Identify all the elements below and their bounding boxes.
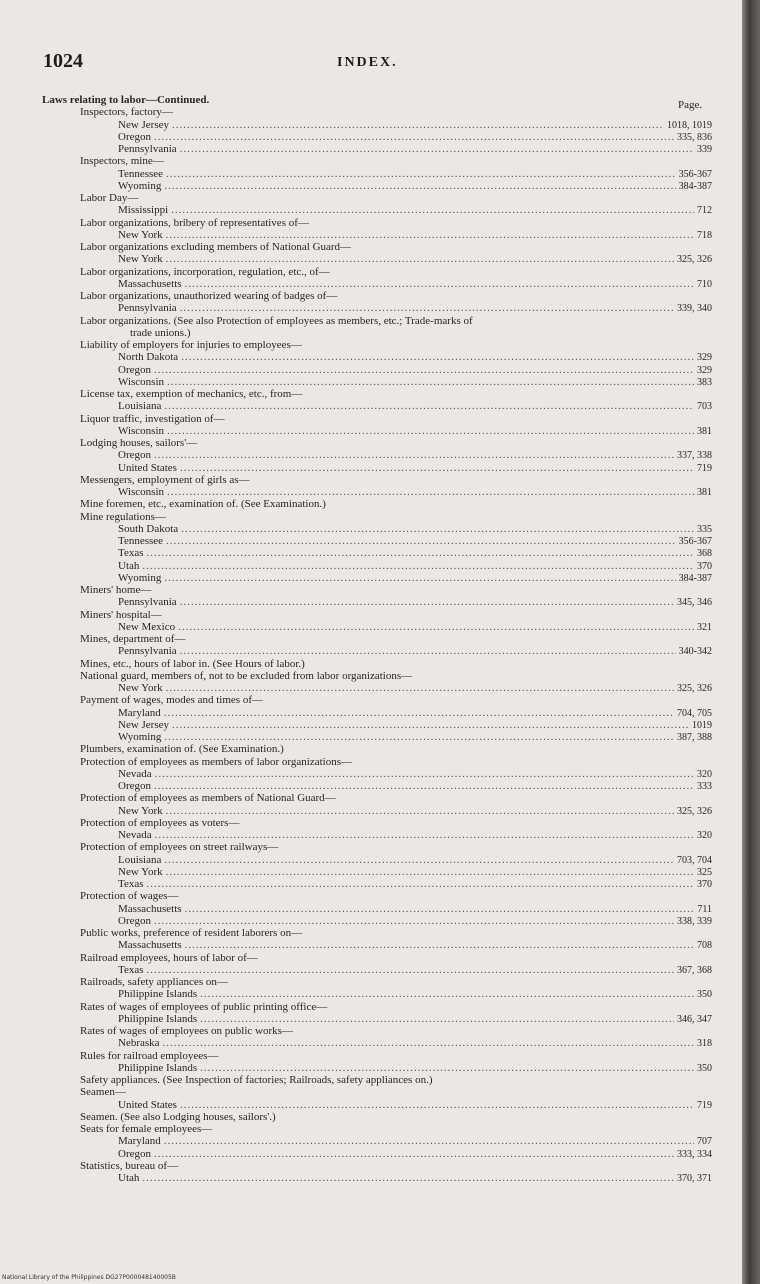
entry-text: Miners' home— [80, 584, 152, 596]
entry-text: Wyoming [118, 179, 162, 192]
entry-text: Maryland [118, 1135, 161, 1148]
leader-dots [166, 682, 674, 695]
entry-text: Oregon [118, 914, 151, 927]
index-heading [80, 584, 712, 597]
entry-text: Protection of employees on street railways— [80, 841, 279, 854]
page-reference: 339 [697, 144, 712, 155]
entry-text: Railroads, safety appliances on— [80, 976, 228, 988]
index-heading [80, 927, 712, 940]
entry-text: Texas [118, 547, 144, 560]
page-reference: 384-387 [678, 572, 712, 584]
leader-dots [154, 915, 674, 928]
page-reference: 350 [697, 989, 712, 1001]
entry-text: Protection of wages— [80, 890, 179, 903]
entry-text: Mississippi [118, 204, 169, 217]
index-subentry [118, 1172, 712, 1185]
index-heading [130, 327, 712, 340]
leader-dots [154, 449, 674, 462]
index-heading [80, 1001, 712, 1014]
entry-text: Philippine Islands [118, 988, 198, 1001]
leader-dots [142, 1172, 674, 1185]
index-subentry [118, 621, 712, 634]
index-heading [80, 841, 712, 854]
leader-dots [164, 854, 674, 867]
leader-dots [164, 707, 674, 720]
index-subentry [118, 302, 712, 315]
index-subentry [118, 180, 712, 193]
entry-text: Liquor traffic, investigation of— [80, 412, 225, 425]
entry-text: Rates of wages of employees of public printing office— [80, 1000, 328, 1013]
index-subentry [118, 915, 712, 928]
entry-text: Nebraska [118, 1037, 160, 1050]
index-subentry [118, 878, 712, 891]
entry-text: Wyoming [118, 571, 162, 584]
entry-text: Pennsylvania [118, 302, 177, 315]
index-heading [80, 1086, 712, 1099]
page-reference: 719 [697, 462, 712, 474]
entry-text: Laws relating to labor—Continued. [42, 94, 210, 106]
entry-text: Payment of wages, modes and times of— [80, 694, 263, 707]
scan-credit: National Library of the Philippines DG27P000048140005B [2, 1274, 176, 1281]
entry-text: Philippine Islands [118, 1061, 198, 1074]
entry-text: Protection of employees as members of National Guard— [80, 792, 336, 805]
leader-dots [180, 596, 674, 609]
index-subentry [118, 1099, 712, 1112]
page-reference: 333, 334 [677, 1148, 712, 1160]
entry-text: Oregon [118, 1147, 151, 1160]
index-subentry [118, 866, 712, 879]
page-reference: 325, 326 [677, 683, 712, 694]
index-heading [80, 792, 712, 805]
index-heading [80, 217, 712, 230]
index-subentry [118, 168, 712, 181]
index-subentry [118, 1148, 712, 1161]
entry-text: Lodging houses, sailors'— [80, 437, 198, 449]
index-subentry [118, 596, 712, 609]
entry-text: Utah [118, 559, 140, 572]
index-heading [80, 474, 712, 487]
leader-dots [166, 805, 674, 818]
entry-text: Protection of employees as voters— [80, 816, 240, 829]
index-subentry [118, 572, 712, 585]
entry-text: Oregon [118, 130, 151, 143]
page-reference: 356-367 [678, 168, 712, 180]
leader-dots [147, 878, 695, 891]
leader-dots [178, 621, 694, 634]
entry-text: Massachusetts [118, 277, 182, 290]
index-subentry [118, 131, 712, 144]
page-reference: 384-387 [678, 180, 712, 192]
index-heading [80, 498, 712, 511]
index-heading [80, 1160, 712, 1173]
index-heading [80, 609, 712, 622]
entry-text: Labor Day— [80, 192, 139, 204]
index-subentry [118, 1135, 712, 1148]
entry-text: Oregon [118, 780, 151, 792]
index-heading [80, 290, 712, 303]
page-reference: 1018, 1019 [667, 119, 712, 131]
page-column-label: Page. [678, 99, 703, 111]
index-subentry [118, 1037, 712, 1050]
page-reference: 329 [697, 364, 712, 376]
index-subentry [118, 278, 712, 291]
index-heading [80, 890, 712, 903]
index-heading [80, 756, 712, 769]
entry-text: Tennessee [118, 535, 164, 547]
leader-dots [171, 204, 694, 217]
entry-text: Public works, preference of resident laborers on— [80, 927, 303, 939]
leader-dots [167, 486, 694, 499]
entry-text: Tennessee [118, 167, 164, 180]
index-subentry [118, 462, 712, 475]
entry-text: New York [118, 682, 163, 694]
entry-text: Louisiana [118, 853, 162, 866]
index-heading [80, 388, 712, 401]
index-heading [80, 155, 712, 168]
entry-text: Nevada [118, 767, 152, 780]
index-heading [80, 315, 712, 328]
page-reference: 356-367 [678, 536, 712, 547]
index-heading [80, 266, 712, 279]
entry-text: Utah [118, 1172, 140, 1184]
index-heading [80, 694, 712, 707]
entry-text: Maryland [118, 706, 161, 719]
index-subentry [118, 560, 712, 573]
entry-text: United States [118, 1098, 177, 1111]
index-heading [80, 817, 712, 830]
entry-text: Railroad employees, hours of labor of— [80, 951, 258, 964]
page-reference: 712 [697, 205, 712, 217]
leader-dots [166, 168, 676, 181]
page-reference: 370 [697, 560, 712, 572]
entry-text: Labor organizations, incorporation, regulation, etc., of— [80, 265, 330, 278]
entry-text: Rules for railroad employees— [80, 1049, 219, 1062]
entry-text: Mines, etc., hours of labor in. (See Hours of labor.) [80, 657, 305, 670]
entry-text: Seamen— [80, 1086, 126, 1099]
page-reference: 703, 704 [677, 854, 712, 866]
index-heading [80, 633, 712, 646]
index-heading [80, 511, 712, 524]
leader-dots [142, 560, 694, 573]
page-reference: 708 [697, 940, 712, 952]
page-reference: 383 [697, 376, 712, 388]
entry-text: North Dakota [118, 351, 179, 364]
leader-dots [167, 376, 694, 389]
index-heading [80, 1111, 712, 1124]
entry-text: New York [118, 865, 163, 878]
index-subentry [118, 1062, 712, 1075]
page-reference: 368 [697, 548, 712, 560]
entry-text: trade unions.) [130, 326, 191, 339]
page-reference: 318 [697, 1038, 712, 1050]
index-subentry [118, 547, 712, 560]
leader-dots [180, 302, 674, 315]
page-reference: 335, 836 [677, 131, 712, 143]
index-subentry [118, 253, 712, 266]
page-reference: 337, 338 [677, 450, 712, 462]
page-reference: 381 [697, 487, 712, 498]
page-reference: 381 [697, 425, 712, 437]
index-subentry [118, 364, 712, 377]
entry-text: Seamen. (See also Lodging houses, sailors'.) [80, 1110, 276, 1123]
index-heading [80, 437, 712, 450]
entry-text: Plumbers, examination of. (See Examination.) [80, 743, 284, 756]
leader-dots [185, 903, 695, 916]
leader-dots [200, 988, 694, 1001]
index-subentry [118, 535, 712, 548]
index-subentry [118, 229, 712, 242]
entry-text: Wisconsin [118, 486, 164, 498]
entry-text: United States [118, 461, 177, 474]
index-subentry [118, 376, 712, 389]
entry-text: Pennsylvania [118, 596, 177, 609]
page-reference: 710 [697, 278, 712, 290]
leader-dots [200, 1013, 674, 1026]
leader-dots [154, 1148, 674, 1161]
page-reference: 719 [697, 1099, 712, 1111]
index-heading [80, 952, 712, 965]
index-subentry [118, 425, 712, 438]
leader-dots [180, 1099, 694, 1112]
page-reference: 339, 340 [677, 303, 712, 315]
page-reference: 333 [697, 781, 712, 792]
leader-dots [155, 768, 694, 781]
entry-text: Oregon [118, 449, 151, 462]
entry-text: Texas [118, 878, 144, 890]
index-subentry [118, 805, 712, 818]
entry-text: Labor organizations. (See also Protection of employees as members, etc.; Trade-marks of [80, 314, 473, 327]
entry-text: New Jersey [118, 118, 170, 131]
entry-text: Inspectors, factory— [80, 106, 173, 119]
index-subentry [118, 707, 712, 720]
index-heading [80, 192, 712, 205]
page-reference: 338, 339 [677, 915, 712, 927]
entry-text: Texas [118, 963, 144, 976]
index-heading [80, 670, 712, 683]
leader-dots [166, 229, 694, 242]
leader-dots [181, 351, 694, 364]
page-reference: 350 [697, 1062, 712, 1074]
leader-dots [166, 866, 694, 879]
index-heading [80, 658, 712, 671]
page-reference: 1019 [692, 719, 712, 731]
index-heading [80, 1025, 712, 1038]
index-subentry [118, 204, 712, 217]
entry-text: Pennsylvania [118, 645, 177, 658]
leader-dots [172, 719, 689, 732]
entry-text: Labor organizations, bribery of representatives of— [80, 216, 309, 229]
page-reference: 321 [697, 621, 712, 633]
leader-dots [185, 939, 694, 952]
index-heading [80, 1123, 712, 1136]
leader-dots [180, 462, 694, 475]
page-edge-shadow [742, 0, 760, 1284]
leader-dots [180, 645, 676, 658]
entry-text: Nevada [118, 829, 152, 841]
entry-text: South Dakota [118, 522, 179, 535]
page-reference: 370, 371 [677, 1173, 712, 1184]
page-reference: 320 [697, 768, 712, 780]
entry-text: Philippine Islands [118, 1012, 198, 1025]
page-reference: 370 [697, 879, 712, 890]
index-subentry [118, 731, 712, 744]
page-number: 1024 [43, 50, 83, 72]
entry-text: Massachusetts [118, 939, 182, 952]
index-subentry [118, 988, 712, 1001]
index-subentry [118, 964, 712, 977]
entry-text: Labor organizations, unauthorized wearing of badges of— [80, 290, 338, 302]
index-subentry [118, 768, 712, 781]
entry-text: Wyoming [118, 731, 162, 743]
page-reference: 707 [697, 1136, 712, 1148]
entry-text: License tax, exemption of mechanics, etc., from— [80, 388, 303, 400]
entry-text: Statistics, bureau of— [80, 1159, 179, 1172]
entry-text: Rates of wages of employees on public works— [80, 1025, 293, 1037]
index-subentry [118, 780, 712, 793]
entry-text: Pennsylvania [118, 143, 177, 155]
leader-dots [181, 523, 694, 536]
leader-dots [154, 364, 694, 377]
entry-text: Labor organizations excluding members of National Guard— [80, 241, 352, 253]
entry-text: New York [118, 804, 163, 817]
entry-text: Safety appliances. (See Inspection of factories; Railroads, safety appliances on.) [80, 1074, 433, 1086]
index-heading [80, 976, 712, 989]
entry-text: Oregon [118, 363, 151, 376]
index-heading [80, 241, 712, 254]
index-heading [80, 1074, 712, 1087]
entry-text: Mines, department of— [80, 633, 186, 645]
index-subentry [118, 682, 712, 695]
leader-dots [164, 1135, 694, 1148]
index-subentry [118, 939, 712, 952]
page-reference: 345, 346 [677, 597, 712, 609]
entry-text: Miners' hospital— [80, 608, 162, 621]
index-subentry [118, 854, 712, 867]
leader-dots [172, 119, 664, 132]
leader-dots [147, 964, 675, 977]
entry-text: New York [118, 228, 163, 241]
index-subentry [118, 829, 712, 842]
entry-text: New York [118, 253, 163, 266]
page-reference: 335 [697, 523, 712, 535]
index-heading [80, 413, 712, 426]
index-heading [80, 743, 712, 756]
entry-text: Mine regulations— [80, 510, 166, 523]
page-reference: 703 [697, 401, 712, 413]
leader-dots [180, 143, 694, 156]
page-reference: 387, 388 [677, 732, 712, 743]
page-reference: 325, 326 [677, 805, 712, 817]
index-heading [80, 106, 712, 119]
page-reference: 711 [697, 903, 712, 915]
page-reference: 325 [697, 866, 712, 878]
index-subentry [118, 400, 712, 413]
entry-text: Wisconsin [118, 424, 164, 437]
entry-text: New Jersey [118, 718, 170, 731]
page-reference: 704, 705 [677, 707, 712, 719]
leader-dots [166, 253, 674, 266]
entry-text: Massachusetts [118, 902, 182, 915]
entry-text: Liability of employers for injuries to employees— [80, 339, 302, 351]
entry-text: National guard, members of, not to be excluded from labor organizations— [80, 669, 413, 682]
entry-text: Messengers, employment of girls as— [80, 473, 250, 486]
entry-text: Seats for female employees— [80, 1123, 213, 1135]
leader-dots [167, 425, 694, 438]
leader-dots [164, 180, 675, 193]
leader-dots [164, 572, 675, 585]
page-reference: 320 [697, 830, 712, 841]
index-subentry [118, 719, 712, 732]
index-subentry [118, 119, 712, 132]
entry-text: Protection of employees as members of labor organizations— [80, 755, 352, 768]
leader-dots [164, 731, 674, 744]
leader-dots [185, 278, 694, 291]
index-subentry [118, 903, 712, 916]
index-subentry [118, 523, 712, 536]
index-heading [80, 1050, 712, 1063]
index-subentry [118, 143, 712, 156]
index-heading [80, 339, 712, 352]
leader-dots [166, 535, 676, 548]
index-heading [42, 94, 712, 107]
entry-text: New Mexico [118, 620, 176, 633]
leader-dots [147, 547, 695, 560]
leader-dots [200, 1062, 694, 1075]
leader-dots [155, 829, 694, 842]
margin-bleed-marks [28, 588, 58, 658]
index-subentry [118, 645, 712, 658]
index-subentry [118, 486, 712, 499]
index-subentry [118, 351, 712, 364]
entry-text: Mine foremen, etc., examination of. (See Examination.) [80, 498, 326, 511]
leader-dots [163, 1037, 694, 1050]
page-reference: 329 [697, 352, 712, 364]
leader-dots [154, 131, 674, 144]
page-reference: 367, 368 [677, 964, 712, 976]
page-reference: 346, 347 [677, 1013, 712, 1025]
entry-text: Wisconsin [118, 375, 164, 388]
leader-dots [154, 780, 694, 793]
index-subentry [118, 1013, 712, 1026]
entry-text: Louisiana [118, 400, 162, 413]
page-reference: 325, 326 [677, 254, 712, 266]
leader-dots [164, 400, 694, 413]
page-reference: 340-342 [678, 646, 712, 658]
index-subentry [118, 449, 712, 462]
running-head: INDEX. [337, 55, 398, 70]
entry-text: Inspectors, mine— [80, 155, 164, 168]
page-reference: 718 [697, 229, 712, 241]
